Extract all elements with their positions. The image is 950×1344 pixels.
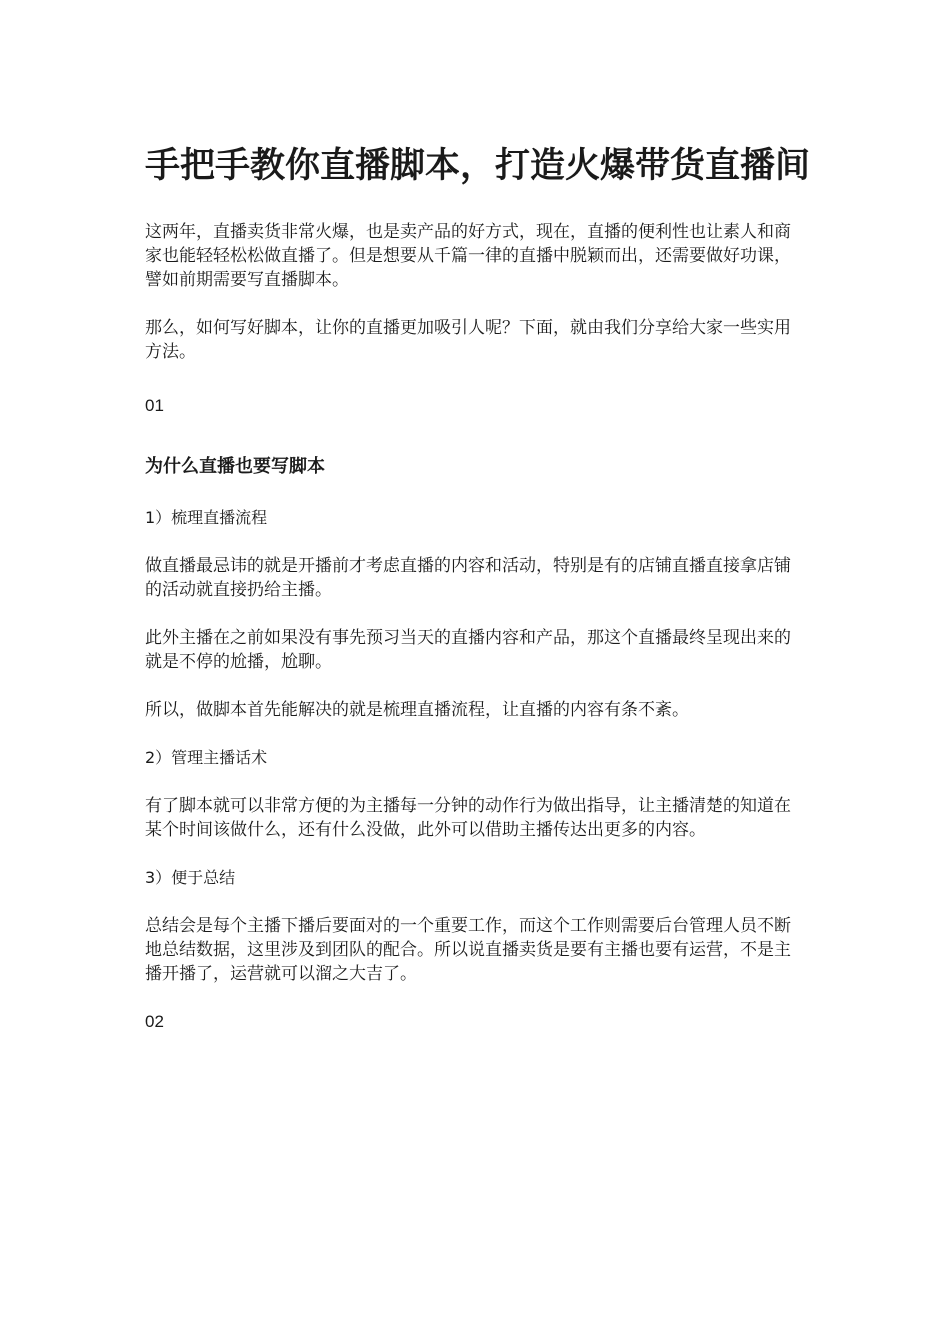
document-body: [145, 140, 811, 1058]
point-label-3: 3）便于总结: [145, 868, 236, 887]
section-heading-why-script: 为什么直播也要写脚本: [145, 456, 325, 477]
document-title: 手把手教你直播脚本，打造火爆带货直播间: [145, 146, 811, 186]
point1-paragraph-1: 做直播最忌讳的就是开播前才考虑直播的内容和活动，特别是有的店铺直播直接拿店铺的活动就直接扔给主播。: [145, 556, 791, 600]
intro-paragraph-2: 那么，如何写好脚本，让你的直播更加吸引人呢？下面，就由我们分享给大家一些实用方法。: [145, 318, 791, 362]
intro-paragraph-1: 这两年，直播卖货非常火爆，也是卖产品的好方式，现在，直播的便利性也让素人和商家也能轻轻松松做直播了。但是想要从千篇一律的直播中脱颖而出，还需要做好功课，譬如前期需要写直播脚本。: [145, 222, 791, 290]
section-number-02: 02: [145, 1012, 164, 1031]
point1-paragraph-2: 此外主播在之前如果没有事先预习当天的直播内容和产品，那这个直播最终呈现出来的就是不停的尬播，尬聊。: [145, 628, 791, 672]
point3-paragraph-1: 总结会是每个主播下播后要面对的一个重要工作，而这个工作则需要后台管理人员不断地总结数据，这里涉及到团队的配合。所以说直播卖货是要有主播也要有运营，不是主播开播了，运营就可以溜之大吉了。: [145, 916, 791, 984]
point2-paragraph-1: 有了脚本就可以非常方便的为主播每一分钟的动作行为做出指导，让主播清楚的知道在某个时间该做什么，还有什么没做，此外可以借助主播传达出更多的内容。: [145, 796, 791, 840]
point1-paragraph-3: 所以，做脚本首先能解决的就是梳理直播流程，让直播的内容有条不紊。: [145, 700, 689, 720]
point-label-2: 2）管理主播话术: [145, 748, 268, 767]
point-label-1: 1）梳理直播流程: [145, 508, 268, 527]
section-number-01: 01: [145, 396, 164, 415]
